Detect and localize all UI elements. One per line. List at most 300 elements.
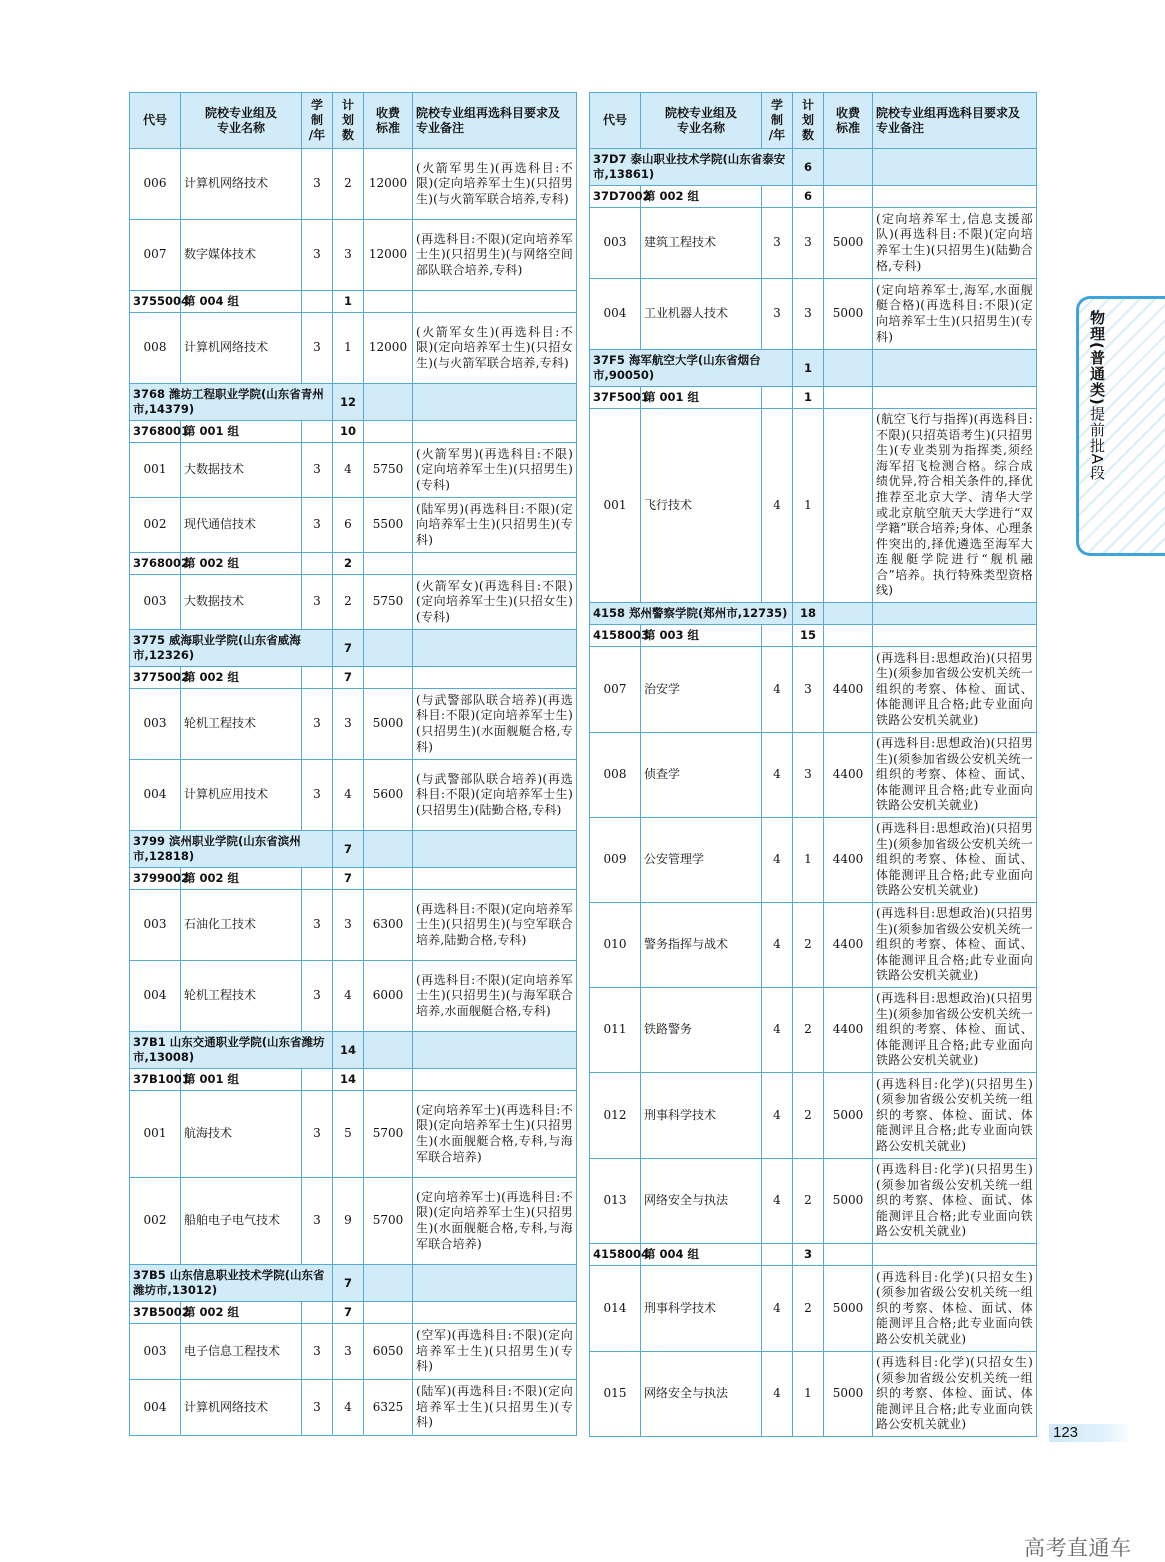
school-name: 3799 滨州职业学院(山东省滨州市,12818) bbox=[130, 831, 333, 868]
major-name: 网络安全与执法 bbox=[641, 1159, 762, 1244]
major-plan: 4 bbox=[333, 443, 364, 498]
group-plan: 7 bbox=[333, 868, 364, 890]
major-remark: (再选科目:思想政治)(只招男生)(须参加省级公安机关统一组织的考察、体检、面试、体能测评且合格;此专业面向铁路公安机关就业) bbox=[873, 647, 1037, 733]
major-fee: 4400 bbox=[824, 647, 873, 733]
group-code: 3775002 bbox=[130, 667, 181, 689]
group-fee-empty bbox=[824, 1244, 873, 1266]
school-plan: 14 bbox=[333, 1032, 364, 1069]
group-plan: 1 bbox=[793, 387, 824, 409]
school-fee-empty bbox=[364, 1032, 413, 1069]
major-row bbox=[130, 1091, 577, 1178]
group-fee-empty bbox=[824, 186, 873, 208]
group-name: 第 004 组 bbox=[181, 291, 302, 313]
major-plan: 2 bbox=[333, 149, 364, 220]
major-years: 3 bbox=[302, 1380, 333, 1436]
section-title-normal: 提前批A段 bbox=[1088, 405, 1106, 481]
major-code: 003 bbox=[130, 1324, 181, 1380]
group-name: 第 002 组 bbox=[181, 868, 302, 890]
major-fee: 4400 bbox=[824, 988, 873, 1073]
group-plan: 7 bbox=[333, 1302, 364, 1324]
group-code: 37F5001 bbox=[590, 387, 641, 409]
group-plan: 10 bbox=[333, 421, 364, 443]
major-plan: 3 bbox=[793, 279, 824, 350]
major-row bbox=[590, 1266, 1037, 1352]
major-remark: (再选科目:不限)(定向培养军士生)(只招男生)(与海军联合培养,水面舰艇合格,专科) bbox=[413, 961, 577, 1032]
major-years: 3 bbox=[302, 443, 333, 498]
major-name: 飞行技术 bbox=[641, 409, 762, 603]
major-remark: (再选科目:思想政治)(只招男生)(须参加省级公安机关统一组织的考察、体检、面试、体能测评且合格;此专业面向铁路公安机关就业) bbox=[873, 818, 1037, 903]
major-years: 4 bbox=[762, 1352, 793, 1437]
major-plan: 4 bbox=[333, 961, 364, 1032]
page-number-bar bbox=[1049, 1424, 1131, 1442]
group-years-empty bbox=[762, 387, 793, 409]
group-fee-empty bbox=[364, 421, 413, 443]
header-remark-text: 院校专业组再选科目要求及 专业备注 bbox=[876, 105, 1021, 135]
major-remark: (火箭军女)(再选科目:不限)(定向培养军士生)(只招女生)(专科) bbox=[413, 575, 577, 630]
school-plan: 7 bbox=[333, 630, 364, 667]
major-years: 3 bbox=[302, 1324, 333, 1380]
major-name: 建筑工程技术 bbox=[641, 208, 762, 279]
group-code: 37B5002 bbox=[130, 1302, 181, 1324]
school-remark-empty bbox=[413, 1032, 577, 1069]
header-name bbox=[181, 93, 302, 149]
major-years: 3 bbox=[302, 498, 333, 553]
group-years-empty bbox=[302, 1069, 333, 1091]
school-fee-empty bbox=[824, 350, 873, 387]
major-years: 3 bbox=[302, 1091, 333, 1178]
major-row bbox=[590, 733, 1037, 818]
major-name: 刑事科学技术 bbox=[641, 1266, 762, 1352]
major-name: 警务指挥与战术 bbox=[641, 903, 762, 988]
major-fee: 6000 bbox=[364, 961, 413, 1032]
major-fee: 12000 bbox=[364, 313, 413, 384]
group-row bbox=[130, 1069, 577, 1091]
group-code: 3799002 bbox=[130, 868, 181, 890]
major-row bbox=[590, 818, 1037, 903]
major-row bbox=[590, 1073, 1037, 1159]
major-code: 008 bbox=[130, 313, 181, 384]
major-code: 001 bbox=[590, 409, 641, 603]
major-row bbox=[590, 1352, 1037, 1437]
major-code: 015 bbox=[590, 1352, 641, 1437]
group-plan: 15 bbox=[793, 625, 824, 647]
school-row bbox=[130, 1032, 577, 1069]
major-name: 计算机网络技术 bbox=[181, 149, 302, 220]
major-row bbox=[130, 1178, 577, 1265]
page-number: 123 bbox=[1053, 1424, 1079, 1441]
major-code: 011 bbox=[590, 988, 641, 1073]
major-remark: (定向培养军士)(再选科目:不限)(定向培养军士生)(只招男生)(水面舰艇合格,专科,与海军联合培养) bbox=[413, 1178, 577, 1265]
major-fee: 6325 bbox=[364, 1380, 413, 1436]
major-code: 009 bbox=[590, 818, 641, 903]
major-years: 3 bbox=[302, 760, 333, 831]
watermark-text: 高考直通车 bbox=[1024, 1536, 1132, 1560]
group-plan: 1 bbox=[333, 291, 364, 313]
school-remark-empty bbox=[413, 384, 577, 421]
header-plan-text: 计 划 数 bbox=[341, 98, 354, 142]
major-remark: (再选科目:思想政治)(只招男生)(须参加省级公安机关统一组织的考察、体检、面试、体能测评且合格;此专业面向铁路公安机关就业) bbox=[873, 988, 1037, 1073]
school-plan: 7 bbox=[333, 831, 364, 868]
major-fee: 5000 bbox=[824, 1352, 873, 1437]
school-name: 4158 郑州警察学院(郑州市,12735) bbox=[590, 603, 793, 625]
group-plan: 7 bbox=[333, 667, 364, 689]
header-remark bbox=[413, 93, 577, 149]
major-code: 010 bbox=[590, 903, 641, 988]
school-plan: 6 bbox=[793, 149, 824, 186]
major-years: 4 bbox=[762, 988, 793, 1073]
header-name-text: 院校专业组及 专业名称 bbox=[664, 105, 737, 135]
major-remark: (再选科目:思想政治)(只招男生)(须参加省级公安机关统一组织的考察、体检、面试、体能测评且合格;此专业面向铁路公安机关就业) bbox=[873, 903, 1037, 988]
major-name: 工业机器人技术 bbox=[641, 279, 762, 350]
major-remark: (再选科目:化学)(只招男生)(须参加省级公安机关统一组织的考察、体检、面试、体能测评且合格;此专业面向铁路公安机关就业) bbox=[873, 1159, 1037, 1244]
major-row bbox=[590, 647, 1037, 733]
major-code: 001 bbox=[130, 443, 181, 498]
major-remark: (空军)(再选科目:不限)(定向培养军士生)(只招男生)(专科) bbox=[413, 1324, 577, 1380]
group-fee-empty bbox=[364, 291, 413, 313]
header-years-text: 学 制 /年 bbox=[768, 98, 786, 142]
school-remark-empty bbox=[873, 350, 1037, 387]
group-name: 第 001 组 bbox=[181, 1069, 302, 1091]
group-remark-empty bbox=[873, 1244, 1037, 1266]
school-fee-empty bbox=[824, 603, 873, 625]
group-code: 37D7002 bbox=[590, 186, 641, 208]
group-code: 3768001 bbox=[130, 421, 181, 443]
major-code: 004 bbox=[130, 1380, 181, 1436]
major-name: 航海技术 bbox=[181, 1091, 302, 1178]
group-years-empty bbox=[302, 421, 333, 443]
group-years-empty bbox=[762, 1244, 793, 1266]
school-remark-empty bbox=[413, 630, 577, 667]
group-remark-empty bbox=[413, 1302, 577, 1324]
left-admissions-table bbox=[129, 92, 577, 1436]
major-row bbox=[130, 1380, 577, 1436]
group-plan: 6 bbox=[793, 186, 824, 208]
major-name: 计算机网络技术 bbox=[181, 313, 302, 384]
major-row bbox=[130, 498, 577, 553]
school-fee-empty bbox=[824, 149, 873, 186]
major-plan: 5 bbox=[333, 1091, 364, 1178]
group-code: 4158004 bbox=[590, 1244, 641, 1266]
major-fee: 5000 bbox=[824, 279, 873, 350]
group-years-empty bbox=[762, 186, 793, 208]
group-remark-empty bbox=[873, 625, 1037, 647]
school-fee-empty bbox=[364, 1265, 413, 1302]
major-plan: 1 bbox=[793, 409, 824, 603]
major-plan: 2 bbox=[793, 903, 824, 988]
major-years: 4 bbox=[762, 903, 793, 988]
school-row bbox=[590, 603, 1037, 625]
major-plan: 2 bbox=[793, 1159, 824, 1244]
group-row bbox=[130, 291, 577, 313]
major-name: 电子信息工程技术 bbox=[181, 1324, 302, 1380]
major-plan: 3 bbox=[333, 220, 364, 291]
header-name-text: 院校专业组及 专业名称 bbox=[204, 105, 277, 135]
major-plan: 3 bbox=[793, 647, 824, 733]
header-plan bbox=[333, 93, 364, 149]
school-row bbox=[130, 1265, 577, 1302]
group-plan: 3 bbox=[793, 1244, 824, 1266]
major-years: 3 bbox=[302, 890, 333, 961]
major-plan: 2 bbox=[793, 1073, 824, 1159]
major-row bbox=[130, 575, 577, 630]
header-fee-text: 收费 标准 bbox=[835, 105, 860, 135]
group-remark-empty bbox=[873, 387, 1037, 409]
major-fee: 5000 bbox=[364, 689, 413, 760]
major-years: 3 bbox=[302, 313, 333, 384]
major-name: 治安学 bbox=[641, 647, 762, 733]
major-remark: (再选科目:不限)(定向培养军士生)(只招男生)(与空军联合培养,陆勤合格,专科) bbox=[413, 890, 577, 961]
major-years: 4 bbox=[762, 818, 793, 903]
major-row bbox=[590, 988, 1037, 1073]
major-plan: 3 bbox=[793, 208, 824, 279]
major-name: 轮机工程技术 bbox=[181, 961, 302, 1032]
school-name: 3768 潍坊工程职业学院(山东省青州市,14379) bbox=[130, 384, 333, 421]
major-plan: 3 bbox=[333, 689, 364, 760]
school-plan: 1 bbox=[793, 350, 824, 387]
major-fee: 12000 bbox=[364, 149, 413, 220]
major-remark: (陆军男)(再选科目:不限)(定向培养军士生)(只招男生)(专科) bbox=[413, 498, 577, 553]
major-name: 轮机工程技术 bbox=[181, 689, 302, 760]
major-plan: 2 bbox=[793, 988, 824, 1073]
school-remark-empty bbox=[873, 603, 1037, 625]
major-fee: 4400 bbox=[824, 818, 873, 903]
group-name: 第 002 组 bbox=[181, 1302, 302, 1324]
group-plan: 14 bbox=[333, 1069, 364, 1091]
group-fee-empty bbox=[364, 667, 413, 689]
major-remark: (与武警部队联合培养)(再选科目:不限)(定向培养军士生)(只招男生)(陆勤合格,专科) bbox=[413, 760, 577, 831]
major-name: 网络安全与执法 bbox=[641, 1352, 762, 1437]
major-remark: (再选科目:化学)(只招男生)(须参加省级公安机关统一组织的考察、体检、面试、体能测评且合格;此专业面向铁路公安机关就业) bbox=[873, 1073, 1037, 1159]
school-row bbox=[130, 630, 577, 667]
school-name: 37B5 山东信息职业技术学院(山东省潍坊市,13012) bbox=[130, 1265, 333, 1302]
school-name: 37F5 海军航空大学(山东省烟台市,90050) bbox=[590, 350, 793, 387]
group-years-empty bbox=[302, 1302, 333, 1324]
major-row bbox=[130, 961, 577, 1032]
group-fee-empty bbox=[824, 625, 873, 647]
major-code: 004 bbox=[130, 760, 181, 831]
school-fee-empty bbox=[364, 384, 413, 421]
section-label bbox=[1088, 310, 1108, 481]
group-row bbox=[130, 667, 577, 689]
major-remark: (定向培养军士)(再选科目:不限)(定向培养军士生)(只招男生)(水面舰艇合格,专科,与海军联合培养) bbox=[413, 1091, 577, 1178]
major-row bbox=[130, 1324, 577, 1380]
major-fee: 5750 bbox=[364, 443, 413, 498]
major-row bbox=[590, 279, 1037, 350]
group-remark-empty bbox=[873, 186, 1037, 208]
major-code: 013 bbox=[590, 1159, 641, 1244]
major-years: 4 bbox=[762, 409, 793, 603]
major-plan: 2 bbox=[793, 1266, 824, 1352]
major-row bbox=[590, 409, 1037, 603]
major-years: 3 bbox=[302, 689, 333, 760]
major-years: 4 bbox=[762, 647, 793, 733]
group-remark-empty bbox=[413, 553, 577, 575]
major-years: 3 bbox=[302, 1178, 333, 1265]
major-row bbox=[130, 760, 577, 831]
header-plan-text: 计 划 数 bbox=[801, 98, 814, 142]
school-row bbox=[590, 149, 1037, 186]
group-code: 3755004 bbox=[130, 291, 181, 313]
major-years: 3 bbox=[302, 961, 333, 1032]
major-fee: 5700 bbox=[364, 1091, 413, 1178]
group-remark-empty bbox=[413, 667, 577, 689]
major-code: 007 bbox=[130, 220, 181, 291]
major-fee: 6300 bbox=[364, 890, 413, 961]
major-name: 船舶电子电气技术 bbox=[181, 1178, 302, 1265]
major-code: 004 bbox=[590, 279, 641, 350]
table-header-row bbox=[130, 93, 577, 149]
major-row bbox=[130, 443, 577, 498]
group-plan: 2 bbox=[333, 553, 364, 575]
group-code: 37B1001 bbox=[130, 1069, 181, 1091]
major-code: 003 bbox=[130, 575, 181, 630]
school-fee-empty bbox=[364, 831, 413, 868]
school-plan: 12 bbox=[333, 384, 364, 421]
major-code: 008 bbox=[590, 733, 641, 818]
major-remark: (火箭军女生)(再选科目:不限)(定向培养军士生)(只招女生)(与火箭军联合培养,专科) bbox=[413, 313, 577, 384]
header-remark-text: 院校专业组再选科目要求及 专业备注 bbox=[416, 105, 561, 135]
group-remark-empty bbox=[413, 868, 577, 890]
major-years: 3 bbox=[302, 575, 333, 630]
group-fee-empty bbox=[824, 387, 873, 409]
major-code: 014 bbox=[590, 1266, 641, 1352]
header-code: 代号 bbox=[590, 93, 641, 149]
major-fee: 5700 bbox=[364, 1178, 413, 1265]
major-remark: (再选科目:化学)(只招女生)(须参加省级公安机关统一组织的考察、体检、面试、体能测评且合格;此专业面向铁路公安机关就业) bbox=[873, 1352, 1037, 1437]
major-name: 大数据技术 bbox=[181, 575, 302, 630]
major-remark: (再选科目:不限)(定向培养军士生)(只招男生)(与网络空间部队联合培养,专科) bbox=[413, 220, 577, 291]
major-fee: 4400 bbox=[824, 903, 873, 988]
major-plan: 4 bbox=[333, 760, 364, 831]
school-row bbox=[130, 831, 577, 868]
major-code: 003 bbox=[130, 689, 181, 760]
left-table-body bbox=[130, 149, 577, 1436]
major-row bbox=[590, 1159, 1037, 1244]
major-row bbox=[130, 890, 577, 961]
major-code: 001 bbox=[130, 1091, 181, 1178]
header-remark bbox=[873, 93, 1037, 149]
major-fee: 6050 bbox=[364, 1324, 413, 1380]
school-name: 37B1 山东交通职业学院(山东省潍坊市,13008) bbox=[130, 1032, 333, 1069]
major-fee: 5600 bbox=[364, 760, 413, 831]
group-fee-empty bbox=[364, 1302, 413, 1324]
major-name: 铁路警务 bbox=[641, 988, 762, 1073]
major-years: 4 bbox=[762, 1266, 793, 1352]
header-years bbox=[302, 93, 333, 149]
group-fee-empty bbox=[364, 868, 413, 890]
major-remark: (定向培养军士,海军,水面舰艇合格)(再选科目:不限)(定向培养军士生)(只招男生)(专科) bbox=[873, 279, 1037, 350]
group-years-empty bbox=[302, 553, 333, 575]
major-row bbox=[130, 220, 577, 291]
major-code: 003 bbox=[590, 208, 641, 279]
major-code: 003 bbox=[130, 890, 181, 961]
major-plan: 6 bbox=[333, 498, 364, 553]
group-row bbox=[130, 421, 577, 443]
major-plan: 1 bbox=[793, 1352, 824, 1437]
group-remark-empty bbox=[413, 421, 577, 443]
group-remark-empty bbox=[413, 1069, 577, 1091]
school-remark-empty bbox=[413, 831, 577, 868]
major-years: 4 bbox=[762, 1073, 793, 1159]
group-name: 第 002 组 bbox=[641, 186, 762, 208]
major-plan: 1 bbox=[333, 313, 364, 384]
group-row bbox=[590, 186, 1037, 208]
major-plan: 3 bbox=[333, 890, 364, 961]
group-row bbox=[590, 387, 1037, 409]
major-name: 刑事科学技术 bbox=[641, 1073, 762, 1159]
group-code: 3768002 bbox=[130, 553, 181, 575]
header-name bbox=[641, 93, 762, 149]
major-remark: (航空飞行与指挥)(再选科目:不限)(只招英语考生)(只招男生)(专业类别为指挥类,须经海军招飞检测合格。综合成绩优异,符合相关条件的,择优推荐至北京大学、清华大学或北京航空航天大学进行“双学籍”联合培养;身体、心理条件突出的,择优遴选至海军大连舰艇学院进行“舰机融合”培养。执行特殊类型资格线) bbox=[873, 409, 1037, 603]
major-plan: 4 bbox=[333, 1380, 364, 1436]
major-remark: (与武警部队联合培养)(再选科目:不限)(定向培养军士生)(只招男生)(水面舰艇合格,专科) bbox=[413, 689, 577, 760]
group-name: 第 003 组 bbox=[641, 625, 762, 647]
group-row bbox=[130, 553, 577, 575]
school-row bbox=[130, 384, 577, 421]
school-name: 37D7 泰山职业技术学院(山东省泰安市,13861) bbox=[590, 149, 793, 186]
major-fee: 5500 bbox=[364, 498, 413, 553]
major-fee: 5000 bbox=[824, 1266, 873, 1352]
major-name: 石油化工技术 bbox=[181, 890, 302, 961]
major-code: 006 bbox=[130, 149, 181, 220]
major-fee: 5000 bbox=[824, 1073, 873, 1159]
major-years: 3 bbox=[762, 279, 793, 350]
major-fee: 12000 bbox=[364, 220, 413, 291]
major-code: 002 bbox=[130, 1178, 181, 1265]
major-plan: 3 bbox=[333, 1324, 364, 1380]
major-code: 012 bbox=[590, 1073, 641, 1159]
major-fee: 5000 bbox=[824, 208, 873, 279]
right-table-body bbox=[590, 149, 1037, 1437]
major-plan: 3 bbox=[793, 733, 824, 818]
group-years-empty bbox=[302, 291, 333, 313]
group-row bbox=[590, 625, 1037, 647]
major-name: 公安管理学 bbox=[641, 818, 762, 903]
header-fee bbox=[364, 93, 413, 149]
major-code: 002 bbox=[130, 498, 181, 553]
header-years-text: 学 制 /年 bbox=[308, 98, 326, 142]
major-row bbox=[590, 208, 1037, 279]
major-code: 007 bbox=[590, 647, 641, 733]
group-row bbox=[590, 1244, 1037, 1266]
major-years: 4 bbox=[762, 733, 793, 818]
major-remark: (火箭军男)(再选科目:不限)(定向培养军士生)(只招男生)(专科) bbox=[413, 443, 577, 498]
header-years bbox=[762, 93, 793, 149]
major-fee: 4400 bbox=[824, 733, 873, 818]
major-name: 计算机网络技术 bbox=[181, 1380, 302, 1436]
major-name: 计算机应用技术 bbox=[181, 760, 302, 831]
group-name: 第 002 组 bbox=[181, 553, 302, 575]
major-years: 4 bbox=[762, 1159, 793, 1244]
major-row bbox=[130, 689, 577, 760]
major-years: 3 bbox=[302, 149, 333, 220]
major-plan: 1 bbox=[793, 818, 824, 903]
major-name: 数字媒体技术 bbox=[181, 220, 302, 291]
header-plan bbox=[793, 93, 824, 149]
school-plan: 7 bbox=[333, 1265, 364, 1302]
group-remark-empty bbox=[413, 291, 577, 313]
group-years-empty bbox=[302, 667, 333, 689]
school-name: 3775 威海职业学院(山东省威海市,12326) bbox=[130, 630, 333, 667]
major-plan: 2 bbox=[333, 575, 364, 630]
major-remark: (再选科目:化学)(只招女生)(须参加省级公安机关统一组织的考察、体检、面试、体能测评且合格;此专业面向铁路公安机关就业) bbox=[873, 1266, 1037, 1352]
school-remark-empty bbox=[413, 1265, 577, 1302]
header-code: 代号 bbox=[130, 93, 181, 149]
group-years-empty bbox=[762, 625, 793, 647]
school-plan: 18 bbox=[793, 603, 824, 625]
group-name: 第 001 组 bbox=[181, 421, 302, 443]
header-fee-text: 收费 标准 bbox=[375, 105, 400, 135]
